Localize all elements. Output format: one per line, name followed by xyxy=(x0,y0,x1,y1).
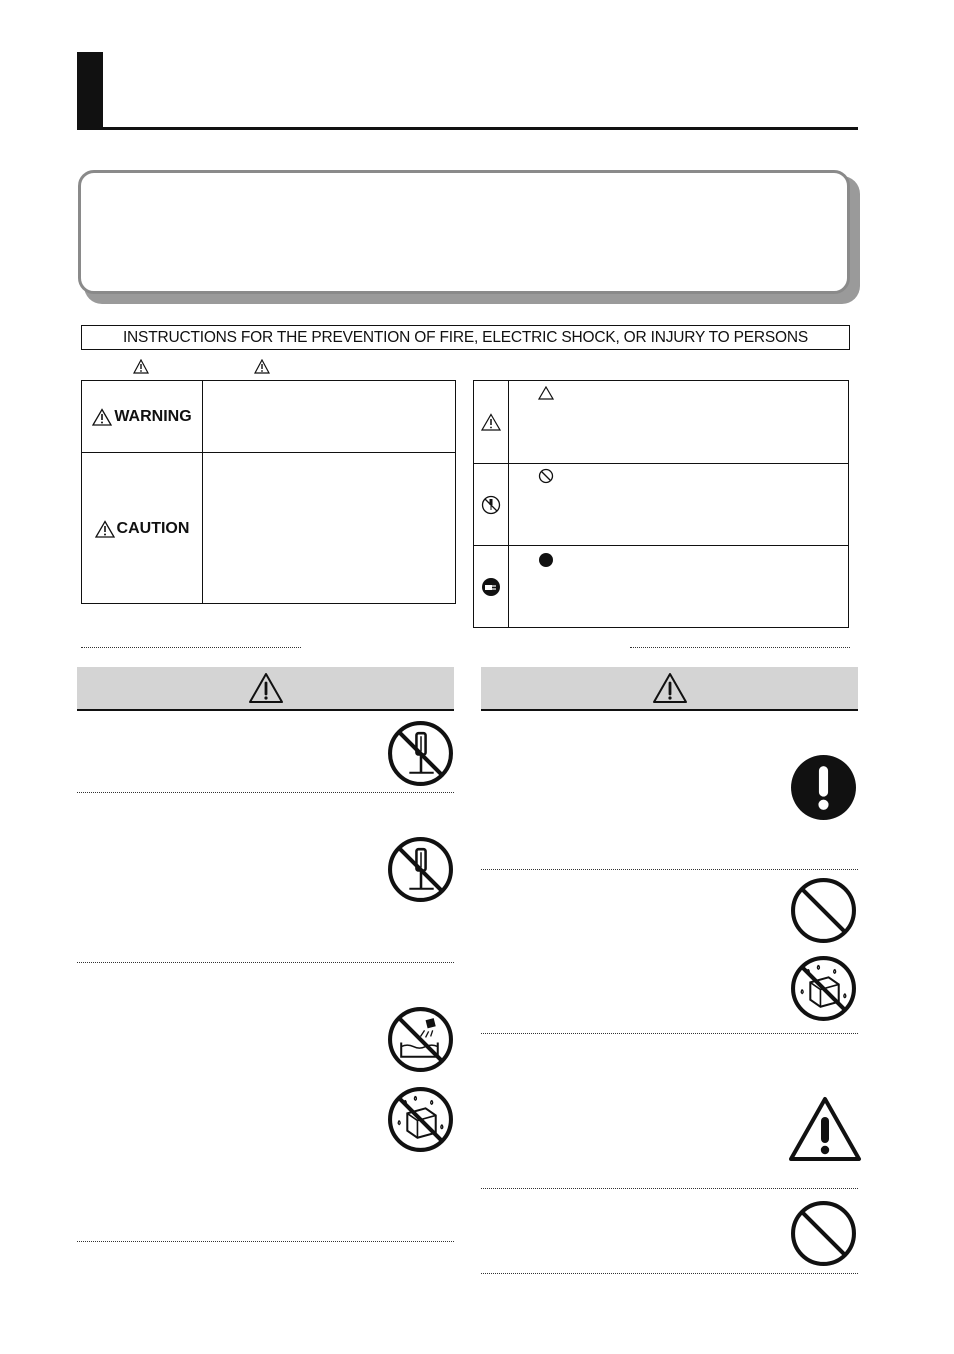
item-divider xyxy=(77,962,454,963)
no-disassembly-icon xyxy=(387,836,454,903)
caution-text: CAUTION xyxy=(116,519,190,537)
instructions-banner xyxy=(81,325,850,350)
warning-text: WARNING xyxy=(114,407,192,425)
dotted-divider xyxy=(630,647,850,648)
item-divider xyxy=(481,1033,858,1034)
prohibition-symbol-icon xyxy=(538,468,554,484)
warning-triangle-icon xyxy=(92,408,112,426)
caution-triangle-icon xyxy=(481,413,501,431)
banner-text: INSTRUCTIONS FOR THE PREVENTION OF FIRE, ELECTRIC SHOCK, OR INJURY TO PERSONS xyxy=(122,328,809,346)
item-divider xyxy=(77,1241,454,1242)
mandatory-action-icon xyxy=(790,754,857,821)
caution-triangle-icon xyxy=(133,359,149,374)
warning-label xyxy=(82,381,202,452)
unplug-required-icon xyxy=(481,577,501,597)
signal-word-table xyxy=(81,380,456,604)
symbol-table xyxy=(473,380,849,628)
triangle-symbol-icon xyxy=(538,386,554,400)
caution-section-header xyxy=(481,667,858,711)
prohibited-icon xyxy=(790,877,857,944)
dotted-divider xyxy=(81,647,301,648)
caution-triangle-icon xyxy=(95,520,115,538)
warning-triangle-icon xyxy=(248,672,284,704)
prohibition-disassemble-icon xyxy=(481,495,501,515)
no-water-icon xyxy=(387,1006,454,1073)
item-divider xyxy=(481,1188,858,1189)
caution-triangle-icon xyxy=(652,672,688,704)
intro-box xyxy=(78,170,850,294)
item-divider xyxy=(481,869,858,870)
warning-triangle-icon xyxy=(788,1095,862,1163)
warning-section-header xyxy=(77,667,454,711)
mandatory-symbol-icon xyxy=(538,552,554,568)
no-wet-icon xyxy=(387,1086,454,1153)
no-disassembly-icon xyxy=(387,720,454,787)
item-divider xyxy=(77,792,454,793)
caution-label xyxy=(82,453,202,604)
caution-triangle-icon xyxy=(254,359,270,374)
prohibited-icon xyxy=(790,1200,857,1267)
no-wet-icon xyxy=(790,955,857,1022)
header-rule xyxy=(77,127,858,130)
chapter-marker xyxy=(77,52,103,130)
item-divider xyxy=(481,1273,858,1274)
